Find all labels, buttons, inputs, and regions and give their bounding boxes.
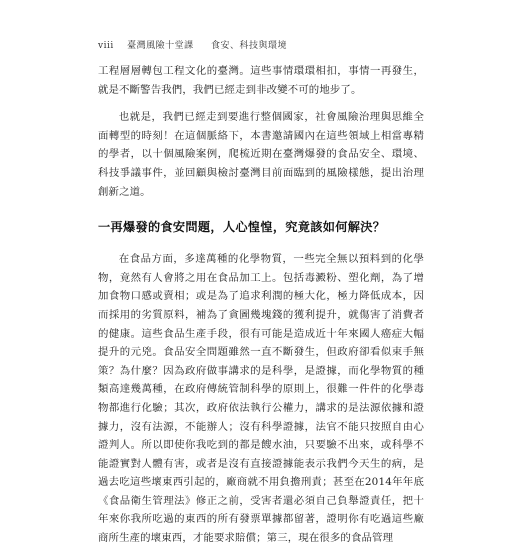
chapter-title: 食安、科技與環境 bbox=[211, 41, 288, 51]
paragraph: 工程層層轉包工程文化的臺灣。這些事情環環相扣，事情一再發生，就是不斷警告我們，我們已經走到非改變不可的地步了。 bbox=[98, 65, 424, 96]
section-heading: 一再爆發的食安問題，人心惶惶，究竟該如何解決？ bbox=[98, 220, 386, 235]
paragraph: 也就是，我們已經走到要進行整個國家，社會風險治理與思維全面轉型的時刻！在這個脈絡下，本書邀請國內在這些領域上相當專精的學者，以十個風險案例，爬梳近期在臺灣爆發的食品安全、環境、科技爭議事件，並回顧與檢討臺灣目前面臨到的風險樣態，提出治理創新之道。 bbox=[98, 111, 424, 198]
section-heading-block bbox=[98, 218, 424, 236]
running-header bbox=[98, 38, 295, 51]
book-title: 臺灣風險十堂課 bbox=[127, 41, 194, 51]
paragraph: 在食品方面，多達萬種的化學物質，一些完全無以預料到的化學物，竟然有人會將之用在食品加工上。包括毒澱粉、塑化劑，為了增加食物口感或賣相；或是為了追求利潤的極大化，極力降低成本，因而採用的劣質原料，補為了貪圖幾塊錢的獲利提升，就傷害了消費者的健康。這些食品生產手段，很有可能是造成近十年來國人癌症大幅提升的元兇。食品安全問題雖然一直不斷發生，但政府卻看似束手無策？為什麼？因為政府做事講求的是科學，是證據，而化學物質的種類高達幾萬種，在政府傳統管制科學的原則上，很難一件件的化學毒物都進行化驗；其次，政府依法執行公權力，講求的是法源依據和證據力，沒有法源，不能辦人；沒有科學證據，法官不能只按照自由心證判人。所以即使你我吃到的都是餿水油，只要驗不出來，或科學不能證實對人體有害，或者是沒有直接證據能表示我們今天生的病，是過去吃這些壞東西引起的，廠商就不用負擔刑責；甚至在2014年年底《食品衛生管理法》修正之前，受害者還必須自己負舉證責任，把十年來你我所吃過的東西的所有發票單據都留著，證明你有吃過這些廠商所生產的壞東西，才能要求賠償；第三，現在很多的食品管理 bbox=[98, 253, 424, 545]
body-text bbox=[98, 62, 424, 548]
page-number: viii bbox=[98, 41, 114, 51]
